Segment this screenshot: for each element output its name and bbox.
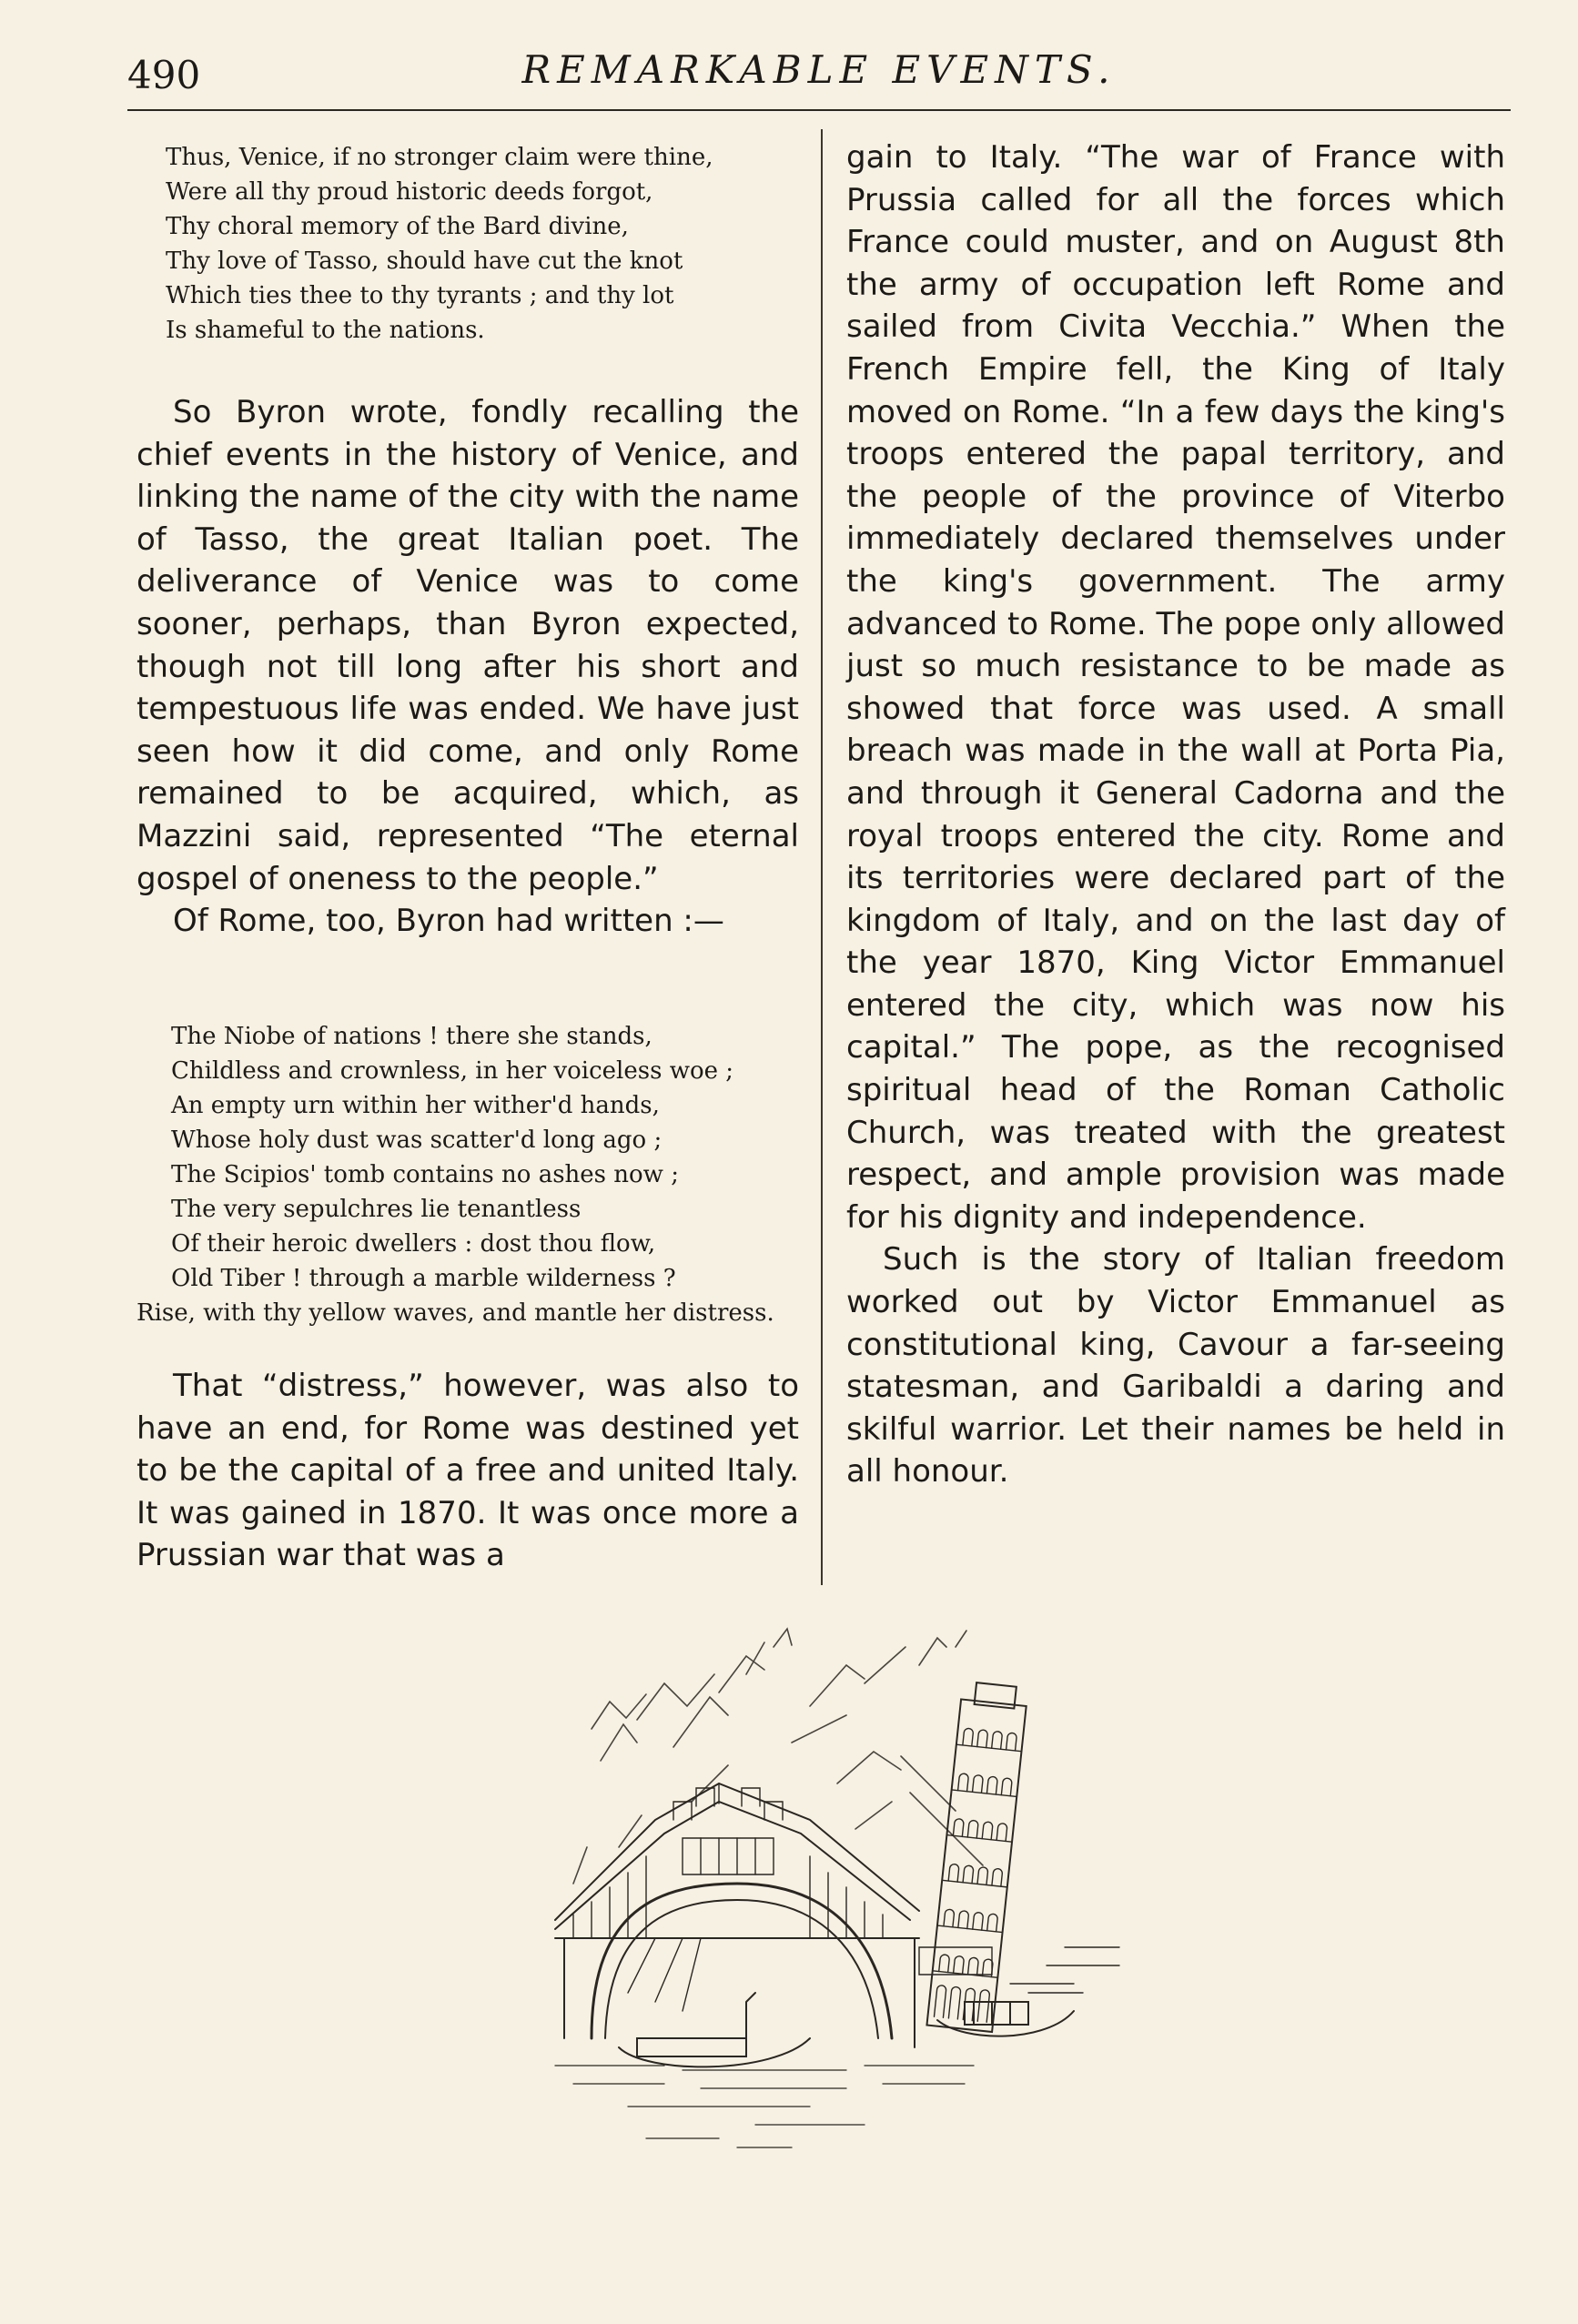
verse-line: Were all thy proud historic deeds forgot, xyxy=(166,178,653,206)
verse-line: Childless and crownless, in her voiceless woe ; xyxy=(171,1057,734,1085)
verse-line: Thy love of Tasso, should have cut the knot xyxy=(166,248,683,275)
column-divider xyxy=(821,129,823,1585)
verse-line: Of their heroic dwellers : dost thou flow, xyxy=(171,1230,656,1258)
verse-line: The Scipios' tomb contains no ashes now ; xyxy=(171,1161,679,1188)
verse-line: The Niobe of nations ! there she stands, xyxy=(171,1023,652,1050)
paragraph: So Byron wrote, fondly recalling the chief events in the history of Venice, and linking the name of the city with the name of Tasso, the great Italian poet. The deliverance of Venice was to come sooner, perhaps, than Byron expected, though not till long after his short and tempestuous life was ended. We have just seen how it did come, and only Rome remained to be acquired, which, as Mazzini said, represented “The eternal gospel of oneness to the people.” xyxy=(137,394,799,897)
verse-line: Thus, Venice, if no stronger claim were thine, xyxy=(166,144,713,171)
running-title: REMARKABLE EVENTS. xyxy=(521,47,1117,92)
verse-line: Rise, with thy yellow waves, and mantle her distress. xyxy=(137,1299,774,1327)
rialto-bridge-and-leaning-tower-engraving-icon xyxy=(537,1611,1156,2193)
paragraph: Such is the story of Italian freedom worked out by Victor Emmanuel as constitutional king, Cavour a far-seeing statesman, and Garibaldi a daring and skilful warrior. Let their names be held in all honour. xyxy=(846,1241,1505,1490)
verse-line: Whose holy dust was scatter'd long ago ; xyxy=(171,1127,663,1154)
left-prose-upper xyxy=(137,391,799,943)
verse-line: Old Tiber ! through a marble wilderness ? xyxy=(171,1265,676,1292)
page-number: 490 xyxy=(127,53,201,97)
verse-line: Thy choral memory of the Bard divine, xyxy=(166,213,629,240)
paragraph: gain to Italy. “The war of France with Prussia called for all the forces which France could muster, and on August 8th the army of occupation left Rome and sailed from Civita Vecchia.” When the French Empire fell, the King of Italy moved on Rome. “In a few days the king's troops entered the papal territory, and the people of the province of Viterbo immediately declared themselves under the king's government. The army advanced to Rome. The pope only allowed just so much resistance to be made as showed that force was used. A small breach was made in the wall at Porta Pia, and through it General Cadorna and the royal troops entered the city. Rome and its territories were declared part of the kingdom of Italy, and on the last day of the year 1870, King Victor Emmanuel entered the city, which was now his capital.” The pope, as the recognised spiritual head of the Roman Catholic Church, was treated with the greatest respect, and ample provision was made for his dignity and independence. xyxy=(846,139,1505,1236)
verse-rome xyxy=(137,1019,845,1330)
verse-line: Which ties thee to thy tyrants ; and thy lot xyxy=(166,282,674,309)
verse-line: Is shameful to the nations. xyxy=(166,317,485,344)
page-header xyxy=(127,45,1511,115)
paragraph: That “distress,” however, was also to have an end, for Rome was destined yet to be the capital of a free and united Italy. It was gained in 1870. It was once more a Prussian war that was a xyxy=(137,1368,799,1574)
paragraph: Of Rome, too, Byron had written :— xyxy=(173,903,724,940)
header-rule xyxy=(127,109,1511,111)
left-prose-lower xyxy=(137,1365,799,1577)
verse-line: The very sepulchres lie tenantless xyxy=(171,1196,582,1223)
right-prose xyxy=(846,136,1505,1493)
verse-venice xyxy=(166,140,839,348)
verse-line: An empty urn within her wither'd hands, xyxy=(171,1092,660,1119)
